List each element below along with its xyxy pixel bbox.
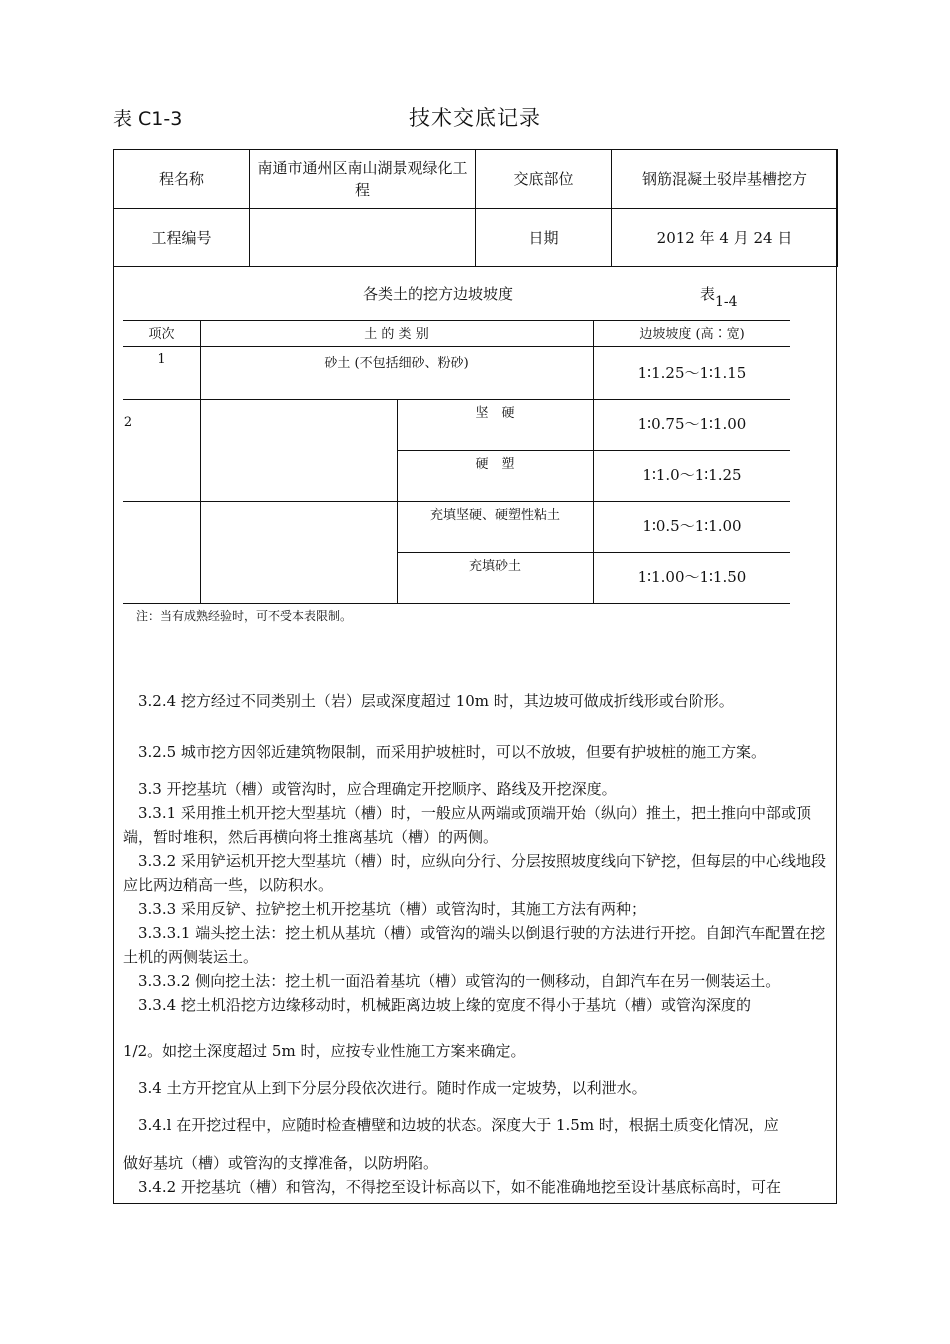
form-code: 表 C1-3: [113, 108, 183, 130]
row-soil: 坚 硬: [475, 406, 515, 421]
body-text: [123, 777, 829, 1017]
paragraph: 做好基坑（槽）或管沟的支撑准备，以防坍陷。: [123, 1154, 439, 1172]
table-no-prefix: 表: [700, 285, 716, 303]
row-soil: 充填坚硬、硬塑性粘土: [429, 508, 560, 523]
paragraph: 3.2.4 挖方经过不同类别土（岩）层或深度超过 10m 时，其边坡可做成折线形或台阶形。: [138, 692, 734, 710]
row-soil: 砂土 (不包括细砂、粉砂): [324, 356, 469, 371]
row-soil: 硬 塑: [475, 457, 515, 472]
col-header-item: 项次: [148, 327, 175, 342]
location-label: 交底部位: [476, 150, 612, 209]
slope-table-top-rule: [123, 320, 790, 321]
slope-table-caption: 各类土的挖方边坡坡度: [363, 285, 514, 303]
body-text: [123, 1076, 829, 1100]
paragraph: 3.4.2 开挖基坑（槽）和管沟，不得挖至设计标高以下，如不能准确地挖至设计基底标高时，可在: [138, 1178, 781, 1196]
table-no-value: 1-4: [715, 294, 738, 310]
row-slope: 1∶1.0～1∶1.25: [642, 466, 742, 484]
location-value: 钢筋混凝土驳岸基槽挖方: [612, 150, 838, 209]
body-text: [123, 689, 829, 713]
paragraph: 3.4.l 在开挖过程中，应随时检查槽壁和边坡的状态。深度大于 1.5m 时，根据土质变化情况，应: [138, 1116, 779, 1134]
paragraph: 3.3.1 采用推土机开挖大型基坑（槽）时，一般应从两端或顶端开始（纵向）推土，把土推向中部或顶端，暂时堆积，然后再横向将土推离基坑（槽）的两侧。: [123, 804, 811, 846]
row-soil: 充填砂土: [468, 559, 521, 574]
row-rule: [123, 399, 790, 400]
row-item: 2: [123, 415, 133, 430]
row-rule: [123, 501, 790, 502]
slope-table-note: 注：当有成熟经验时，可不受本表限制。: [136, 609, 353, 623]
paragraph: 3.2.5 城市挖方因邻近建筑物限制，而采用护坡桩时，可以不放坡，但要有护坡桩的施工方案。: [138, 743, 766, 761]
paragraph: 1/2。如挖土深度超过 5m 时，应按专业性施工方案来确定。: [123, 1042, 526, 1060]
row-slope: 1∶1.25～1∶1.15: [637, 364, 747, 382]
paragraph: 3.3.3.2 侧向挖土法：挖土机一面沿着基坑（槽）或管沟的一侧移动，自卸汽车在另一侧装运土。: [138, 972, 781, 990]
body-text: [123, 1039, 829, 1063]
project-no-value: [250, 209, 476, 267]
body-text: [123, 740, 829, 764]
paragraph: 3.3.3.1 端头挖土法：挖土机从基坑（槽）或管沟的端头以倒退行驶的方法进行开挖。自卸汽车配置在挖土机的两侧装运土。: [123, 924, 826, 966]
paragraph: 3.4 土方开挖宜从上到下分层分段依次进行。随时作成一定坡势，以利泄水。: [138, 1079, 647, 1097]
project-name-value: 南通市通州区南山湖景观绿化工程: [250, 150, 476, 209]
date-label: 日期: [476, 209, 612, 267]
paragraph: 3.3.3 采用反铲、拉铲挖土机开挖基坑（槽）或管沟时，其施工方法有两种；: [138, 900, 646, 918]
row-item: 1: [157, 352, 166, 367]
body-text: [123, 1113, 829, 1137]
row-slope: 1∶0.5～1∶1.00: [642, 517, 742, 535]
paragraph: 3.3.4 挖土机沿挖方边缘移动时，机械距离边坡上缘的宽度不得小于基坑（槽）或管沟深度的: [138, 996, 751, 1014]
slope-table-header-rule: [123, 346, 790, 347]
page-title: 技术交底记录: [409, 106, 541, 130]
paragraph: 3.3.2 采用铲运机开挖大型基坑（槽）时，应纵向分行、分层按照坡度线向下铲挖，但每层的中心线地段应比两边稍高一些，以防积水。: [123, 852, 826, 894]
slope-table-number: [700, 283, 738, 310]
row-slope: 1∶0.75～1∶1.00: [637, 415, 747, 433]
col-header-slope: 边坡坡度 (高∶宽): [639, 327, 745, 342]
slope-table-bottom-rule: [123, 603, 790, 604]
col-header-soil: 土 的 类 别: [364, 327, 429, 342]
header-table: [113, 149, 838, 267]
project-no-label: 工程编号: [114, 209, 250, 267]
project-name-label: 程名称: [114, 150, 250, 209]
row-slope: 1∶1.00～1∶1.50: [637, 568, 747, 586]
body-text: [123, 1151, 829, 1199]
paragraph: 3.3 开挖基坑（槽）或管沟时，应合理确定开挖顺序、路线及开挖深度。: [138, 780, 617, 798]
date-value: 2012 年 4 月 24 日: [612, 209, 838, 267]
